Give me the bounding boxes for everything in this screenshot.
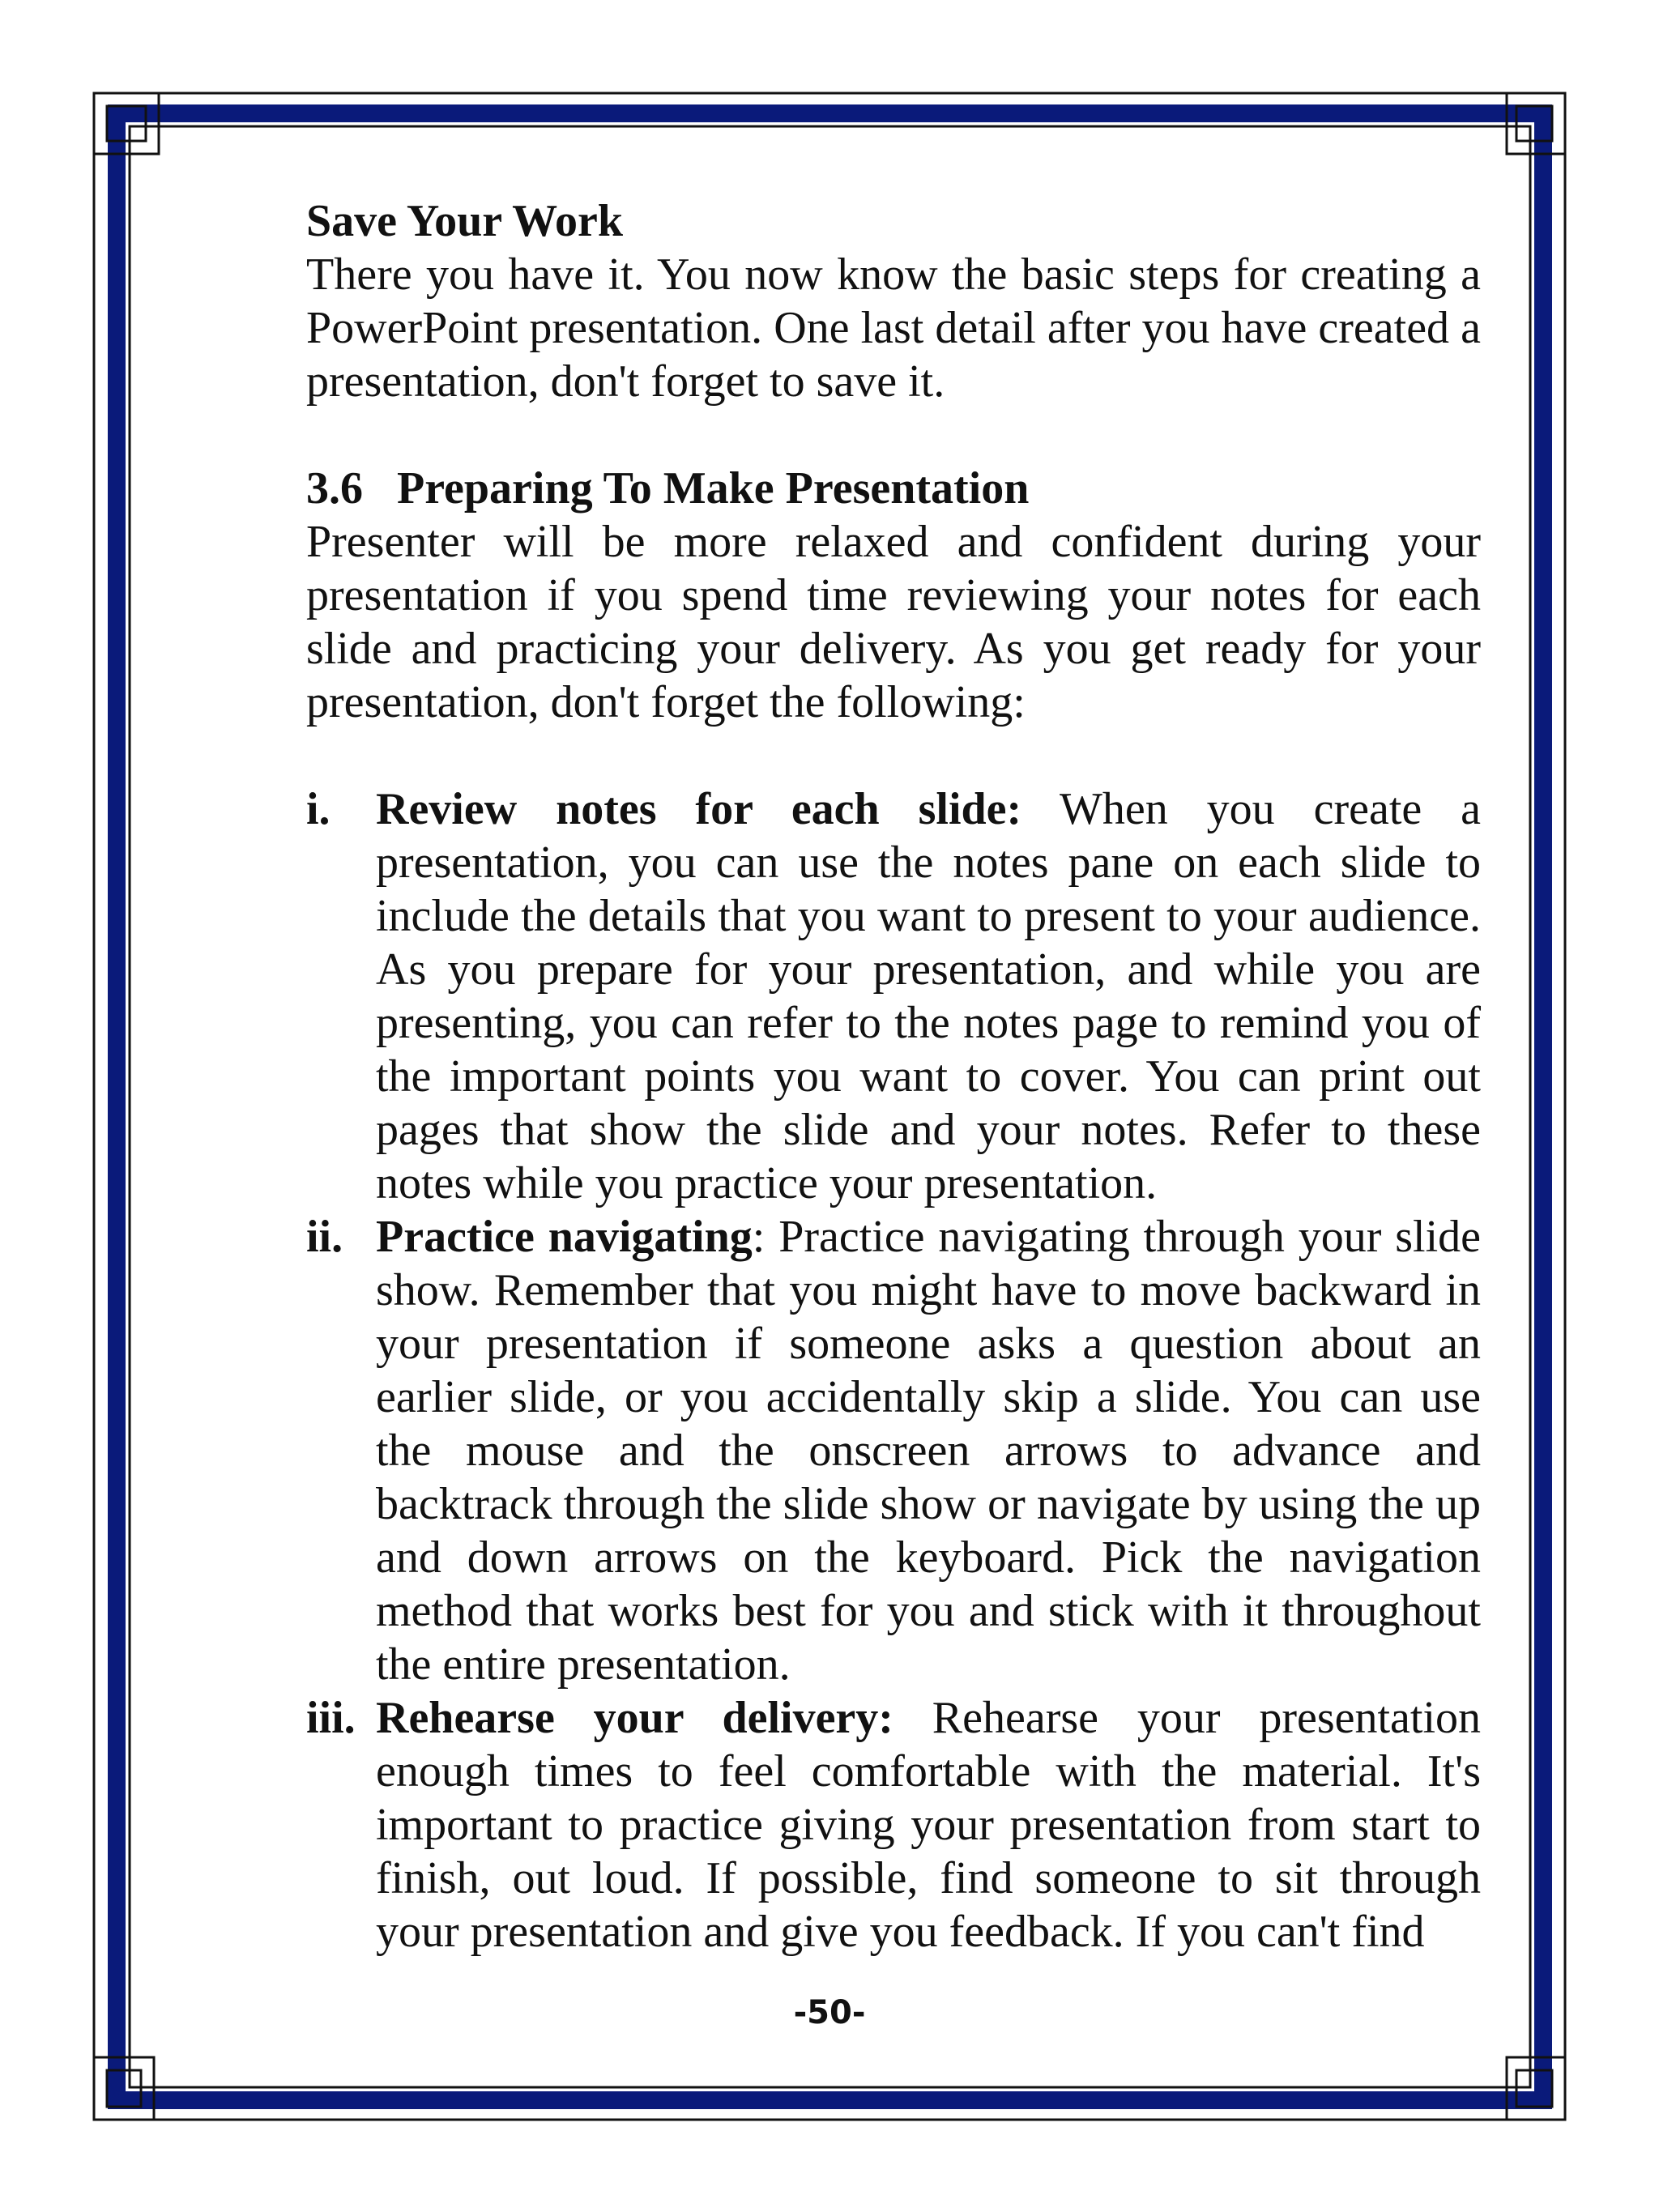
spacer bbox=[306, 729, 1481, 782]
page-number: -50- bbox=[793, 1994, 866, 2031]
list-term: Review notes for each slide: bbox=[376, 784, 1022, 834]
list-term: Practice navigating bbox=[376, 1212, 753, 1262]
list-item-review-notes bbox=[306, 782, 1481, 1210]
list-text: Rehearse your presentation enough times to feel comfortable with the material. It's important to practice giving your presentation from start to finish, out loud. If possible, find someone to sit through your presentation and give you feedback. If you can't find bbox=[376, 1693, 1482, 1957]
list-marker: ii. bbox=[306, 1212, 343, 1262]
heading-preparing-presentation: 3.6 Preparing To Make Presentation bbox=[306, 463, 1030, 514]
list-text: : Practice navigating through your slide show. Remember that you might have to move backward in your presentation if someone asks a question about an earlier slide, or you accidentally skip a slide. You can use the mouse and the onscreen arrows to advance and backtrack through the slide show or navigate by using the up and down arrows on the keyboard. Pick the navigation method that works best for you and stick with it throughout the entire presentation. bbox=[376, 1212, 1481, 1690]
list-text: When you create a presentation, you can use the notes pane on each slide to include the details that you want to present to your audience. As you prepare for your presentation, and while you are presenting, you can refer to the notes page to remind you of the important points you want to cover. You can print out pages that show the slide and your notes. Refer to these notes while you practice your presentation. bbox=[376, 784, 1481, 1208]
list-item-practice-navigating bbox=[306, 1210, 1481, 1691]
paragraph-preparing-presentation: Presenter will be more relaxed and confident during your presentation if you spend time reviewing your notes for each slide and practicing your delivery. As you get ready for your presentation, don't forget the following: bbox=[306, 517, 1481, 727]
list-term: Rehearse your delivery: bbox=[376, 1693, 893, 1743]
list-marker: i. bbox=[306, 784, 331, 834]
page-content bbox=[306, 194, 1481, 1958]
paragraph-save-your-work: There you have it. You now know the basic steps for creating a PowerPoint presentation. One last detail after you have created a presentation, don't forget to save it. bbox=[306, 249, 1481, 407]
list-item-rehearse-delivery bbox=[306, 1691, 1481, 1958]
corner-ornament-top-left bbox=[94, 93, 159, 154]
list-marker: iii. bbox=[306, 1693, 356, 1743]
tips-list bbox=[306, 782, 1481, 1958]
heading-save-your-work: Save Your Work bbox=[306, 196, 624, 246]
spacer bbox=[306, 408, 1481, 462]
